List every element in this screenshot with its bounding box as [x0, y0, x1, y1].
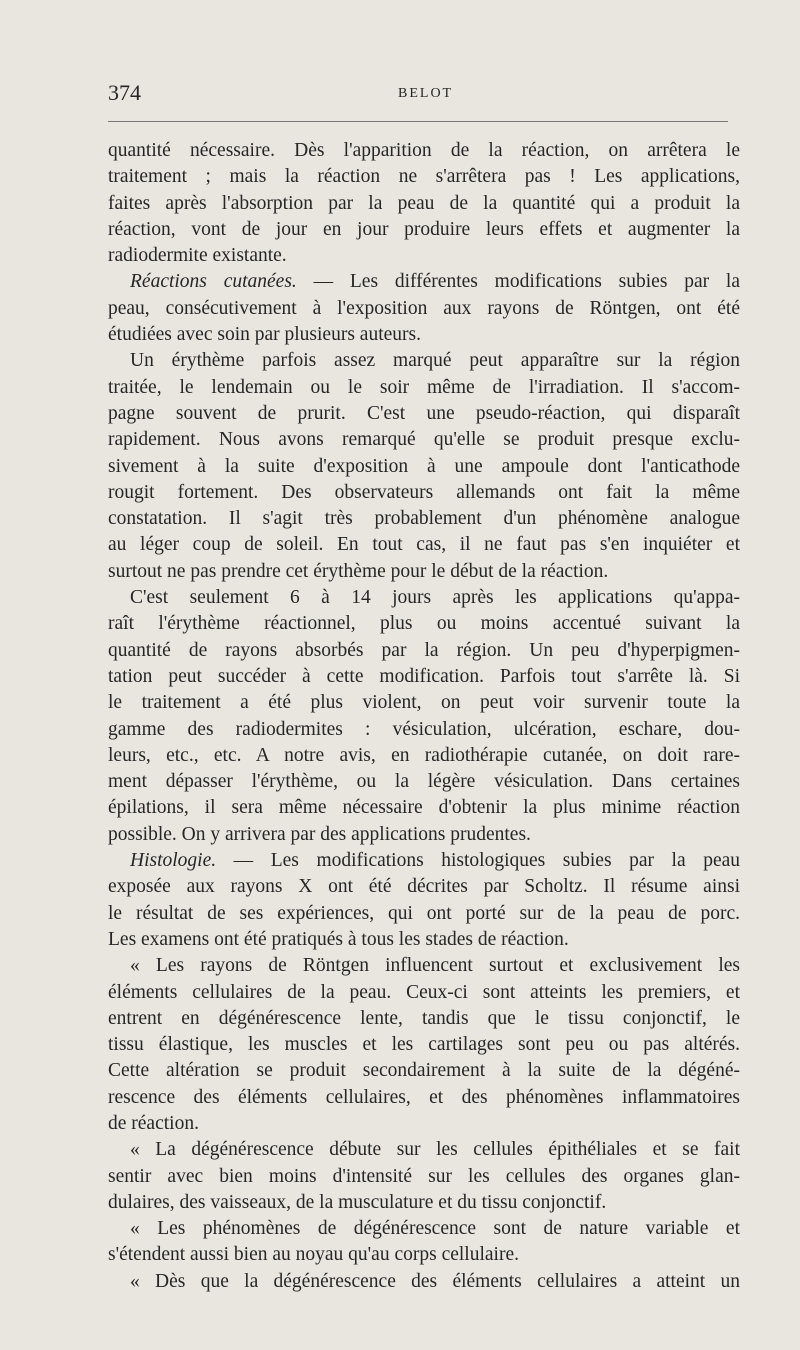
text-line: dulaires, des vaisseaux, de la musculature et du tissu conjonctif.: [108, 1191, 607, 1213]
text-line: traitement ; mais la réaction ne s'arrêtera pas ! Les applications,: [108, 166, 740, 188]
text-line: peau, consécutivement à l'exposition aux rayons de Röntgen, ont été: [108, 297, 740, 319]
text-line: tissu élastique, les muscles et les cartilages sont peu ou pas altérés.: [108, 1034, 740, 1056]
text-line: rougit fortement. Des observateurs allemands ont fait la même: [108, 481, 740, 503]
paragraph-histologie: [108, 848, 740, 953]
text-line: étudiées avec soin par plusieurs auteurs.: [108, 324, 421, 346]
text-line: tation peut succéder à cette modification. Parfois tout s'arrête là. Si: [108, 665, 740, 687]
text-line: s'étendent aussi bien au noyau qu'au corps cellulaire.: [108, 1244, 519, 1266]
paragraph-quote-3: [108, 1216, 740, 1269]
text-line: sentir avec bien moins d'intensité sur les cellules des organes glan-: [108, 1165, 740, 1187]
text-line: [108, 848, 740, 874]
text-line: « Les rayons de Röntgen influencent surtout et exclusivement les: [130, 955, 740, 977]
section-rubric: Réactions cutanées.: [130, 271, 297, 293]
page-number: 374: [108, 80, 141, 105]
paragraph-quote-1: [108, 953, 740, 1137]
text-line: Un érythème parfois assez marqué peut apparaître sur la région: [130, 350, 740, 372]
paragraph-1: [108, 138, 740, 269]
text-line: rescence des éléments cellulaires, et des phénomènes inflammatoires: [108, 1086, 740, 1108]
text-line: « Dès que la dégénérescence des éléments cellulaires a atteint un: [130, 1270, 740, 1292]
paragraph-quote-2: [108, 1137, 740, 1216]
text-line: éléments cellulaires de la peau. Ceux-ci sont atteints les premiers, et: [108, 981, 740, 1003]
text-line: ment dépasser l'érythème, ou la légère vésiculation. Dans certaines: [108, 771, 740, 793]
paragraph-quote-4: [108, 1269, 740, 1295]
text-line: gamme des radiodermites : vésiculation, ulcération, eschare, dou-: [108, 718, 740, 740]
text-line: réaction, vont de jour en jour produire leurs effets et augmenter la: [108, 218, 740, 240]
text-line: [108, 269, 740, 295]
text-line: entrent en dégénérescence lente, tandis que le tissu conjonctif, le: [108, 1007, 740, 1029]
page-header: [108, 80, 738, 106]
text-line: C'est seulement 6 à 14 jours après les applications qu'appa-: [130, 587, 740, 609]
text-line: leurs, etc., etc. A notre avis, en radiothérapie cutanée, on doit rare-: [108, 744, 740, 766]
text-line: quantité nécessaire. Dès l'apparition de la réaction, on arrêtera le: [108, 140, 740, 161]
text-line: Les examens ont été pratiqués à tous les stades de réaction.: [108, 928, 569, 950]
text-line: de réaction.: [108, 1112, 199, 1134]
text-line: le traitement a été plus violent, on peut voir survenir toute la: [108, 692, 740, 714]
body-text: [108, 138, 740, 1295]
text-line: raît l'érythème réactionnel, plus ou moins accentué suivant la: [108, 613, 740, 635]
text-line: constatation. Il s'agit très probablement d'un phénomène analogue: [108, 508, 740, 530]
paragraph-erytheme: [108, 348, 740, 585]
text-run: — Les différentes modifications subies par la: [296, 271, 740, 293]
text-line: surtout ne pas prendre cet érythème pour le début de la réaction.: [108, 560, 609, 582]
paragraph-erytheme-reactionnel: [108, 585, 740, 848]
text-line: exposée aux rayons X ont été décrites par Scholtz. Il résume ainsi: [108, 876, 740, 898]
text-line: radiodermite existante.: [108, 245, 287, 267]
text-line: traitée, le lendemain ou le soir même de l'irradiation. Il s'accom-: [108, 376, 740, 398]
text-line: Cette altération se produit secondairement à la suite de la dégéné-: [108, 1060, 740, 1082]
section-rubric: Histologie.: [130, 850, 217, 872]
text-line: possible. On y arrivera par des applications prudentes.: [108, 823, 531, 845]
text-run: — Les modifications histologiques subies par la peau: [216, 850, 740, 872]
text-line: quantité de rayons absorbés par la région. Un peu d'hyperpigmen-: [108, 639, 740, 661]
text-line: faites après l'absorption par la peau de la quantité qui a produit la: [108, 192, 740, 214]
text-line: épilations, il sera même nécessaire d'obtenir la plus minime réaction: [108, 797, 740, 819]
text-line: rapidement. Nous avons remarqué qu'elle se produit presque exclu-: [108, 429, 740, 451]
running-head: BELOT: [398, 86, 454, 101]
text-line: au léger coup de soleil. En tout cas, il ne faut pas s'en inquiéter et: [108, 534, 740, 556]
text-line: sivement à la suite d'exposition à une ampoule dont l'anticathode: [108, 455, 740, 477]
text-line: « La dégénérescence débute sur les cellules épithéliales et se fait: [130, 1139, 740, 1161]
text-line: le résultat de ses expériences, qui ont porté sur de la peau de porc.: [108, 902, 740, 924]
text-line: « Les phénomènes de dégénérescence sont de nature variable et: [130, 1218, 740, 1240]
text-line: pagne souvent de prurit. C'est une pseudo-réaction, qui disparaît: [108, 402, 740, 424]
header-rule: [108, 121, 728, 122]
paragraph-reactions-cutanees: [108, 269, 740, 348]
